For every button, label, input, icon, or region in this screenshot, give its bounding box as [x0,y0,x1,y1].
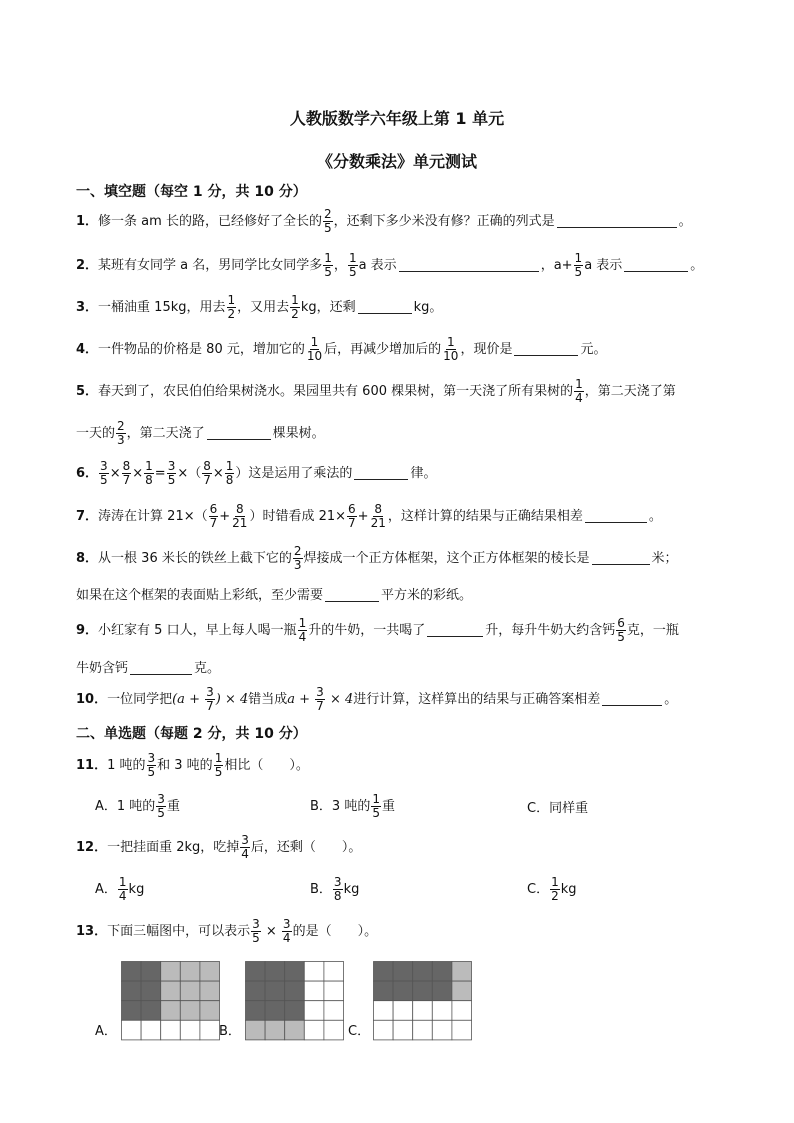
grid-cell [122,1001,142,1021]
grid-cell [161,981,181,1001]
grid-cell [141,981,161,1001]
question-12: 12．一把挂面重 2kg，吃掉 $\frac{3}{4}$ 后，还剩（ ）。 [76,833,362,861]
question-13: 13．下面三幅图中，可以表示 $\frac{3}{5}$ × $\frac{3}{4}$ 的是（ ）。 [76,917,378,945]
grid-cell [122,1020,142,1040]
grid-cell [452,1001,472,1021]
grid-cell [324,1020,344,1040]
section-fill-blank-heading: 一、填空题（每空 1 分，共 10 分） [76,184,307,200]
grid-cell [432,1020,452,1040]
grid-cell [246,1001,266,1021]
q11-option-b[interactable]: B．3 吨的 $\frac{1}{5}$ 重 [310,792,395,820]
question-5: 5．春天到了，农民伯伯给果树浇水。果园里共有 600 棵果树，第一天浇了所有果树的 $\frac{1}{4}$ ，第二天浇了第 [76,377,676,405]
grid-cell [200,962,220,982]
grid-cell [393,962,413,982]
grid-cell [304,1001,324,1021]
grid-cell [452,962,472,982]
grid-cell [393,981,413,1001]
grid-cell [285,981,305,1001]
grid-cell [180,962,200,982]
grid-cell [413,1020,433,1040]
question-11: 11．1 吨的 $\frac{3}{5}$ 和 3 吨的 $\frac{1}{5}$ 相比（ ）。 [76,751,309,779]
question-9-cont: 牛奶含钙 克。 [76,661,221,676]
grid-cell [413,1001,433,1021]
grid-cell [393,1001,413,1021]
grid-cell [246,1020,266,1040]
answer-blank[interactable] [557,213,677,228]
grid-cell [265,981,285,1001]
question-3: 3．一桶油重 15kg，用去 $\frac{1}{2}$ ，又用去 $\frac{1}{2}$ kg，还剩 kg。 [76,293,443,321]
grid-cell [141,1001,161,1021]
question-7: 7．涛涛在计算 21×（ $\frac{6}{7}$ + $\frac{8}{21}$ ）时错看成 21× $\frac{6}{7}$ + $\frac{8}{21}$ ，这样计算的结果与正确结果相差 。 [76,502,662,530]
question-9: 9．小红家有 5 口人，早上每人喝一瓶 $\frac{1}{4}$ 升的牛奶，一共喝了 升，每升牛奶大约含钙 $\frac{6}{5}$ 克，一瓶 [76,616,679,644]
page-subtitle: 《分数乘法》单元测试 [316,152,477,171]
fraction: $\frac{1}{5}$ [574,251,583,279]
grid-cell [374,1001,394,1021]
grid-cell [324,1001,344,1021]
grid-cell [200,981,220,1001]
grid-cell [432,962,452,982]
fraction: $\frac{2}{5}$ [323,207,332,235]
grid-cell [122,962,142,982]
answer-blank[interactable] [354,465,408,480]
grid-cell [413,981,433,1001]
grid-cell [285,1001,305,1021]
question-2: 2．某班有女同学 a 名，男同学比女同学多 $\frac{1}{5}$ ， $\frac{1}{5}$ a 表示 ，a+ $\frac{1}{5}$ a 表示 。 [76,251,704,279]
section-single-choice-heading: 二、单选题（每题 2 分，共 10 分） [76,726,307,742]
question-1: 1．修一条 am 长的路，已经修好了全长的 $\frac{2}{5}$ ，还剩下多少米没有修？正确的列式是 。 [76,207,692,235]
grid-cell [265,1020,285,1040]
q13-option-a-label[interactable]: A． [95,1024,117,1039]
grid-cell [285,1020,305,1040]
grid-cell [200,1020,220,1040]
grid-cell [304,981,324,1001]
answer-blank[interactable] [585,508,647,523]
answer-blank[interactable] [602,691,662,706]
q13-grid-c[interactable] [373,961,473,1041]
q13-option-b-label[interactable]: B． [219,1024,241,1039]
grid-cell [200,1001,220,1021]
answer-blank[interactable] [399,257,539,272]
grid-cell [246,962,266,982]
q13-grid-b[interactable] [245,961,345,1041]
q11-option-a[interactable]: A．1 吨的 $\frac{3}{5}$ 重 [95,792,180,820]
grid-cell [374,1020,394,1040]
fraction: $\frac{1}{10}$ [443,335,459,363]
q11-option-c[interactable]: C．同样重 [527,801,589,816]
q13-option-c-label[interactable]: C． [348,1024,371,1039]
answer-blank[interactable] [358,299,412,314]
fraction: $\frac{1}{10}$ [306,335,323,363]
grid-cell [122,981,142,1001]
question-6: 6． $\frac{3}{5}$ × $\frac{8}{7}$ × $\frac{1}{8}$ = $\frac{3}{5}$ ×（ $\frac{8}{7}$ × $\frac{1}{8}$ ）这是运用了乘法的 律。 [76,459,437,487]
grid-cell [413,962,433,982]
grid-cell [432,1001,452,1021]
grid-cell [432,981,452,1001]
grid-cell [180,1020,200,1040]
grid-cell [246,981,266,1001]
grid-cell [265,962,285,982]
grid-cell [452,981,472,1001]
grid-cell [180,1001,200,1021]
question-8: 8．从一根 36 米长的铁丝上截下它的 $\frac{2}{3}$ 焊接成一个正方体框架，这个正方体框架的棱长是 米； [76,544,678,572]
answer-blank[interactable] [624,257,688,272]
grid-cell [180,981,200,1001]
grid-cell [141,962,161,982]
question-5-cont: 一天的 $\frac{2}{3}$ ，第二天浇了 棵果树。 [76,419,325,447]
answer-blank[interactable] [325,587,379,602]
grid-cell [374,962,394,982]
q12-option-a[interactable]: A． $\frac{1}{4}$ kg [95,875,145,903]
fraction: $\frac{1}{5}$ [324,251,332,279]
answer-blank[interactable] [207,425,271,440]
fraction: $\frac{1}{2}$ [291,293,299,321]
grid-cell [161,1020,181,1040]
grid-cell [393,1020,413,1040]
answer-blank[interactable] [427,622,483,637]
fraction: $\frac{1}{5}$ [348,251,357,279]
grid-cell [141,1020,161,1040]
grid-cell [265,1001,285,1021]
q12-option-c[interactable]: C． $\frac{1}{2}$ kg [527,875,577,903]
answer-blank[interactable] [130,660,192,675]
question-10: 10．一位同学把(a + $\frac{3}{7}$ ) × 4错当成a + $\frac{3}{7}$ × 4进行计算，这样算出的结果与正确答案相差 。 [76,685,678,713]
grid-cell [324,981,344,1001]
fraction: $\frac{2}{3}$ [117,419,125,447]
grid-cell [452,1020,472,1040]
grid-cell [324,962,344,982]
grid-cell [374,981,394,1001]
page-title: 人教版数学六年级上第 1 单元 [289,109,505,128]
answer-blank[interactable] [514,341,578,356]
grid-cell [285,962,305,982]
fraction: $\frac{1}{4}$ [575,377,583,405]
grid-cell [161,1001,181,1021]
grid-cell [304,962,324,982]
grid-cell [304,1020,324,1040]
fraction: $\frac{1}{2}$ [227,293,236,321]
grid-cell [161,962,181,982]
q12-option-b[interactable]: B． $\frac{3}{8}$ kg [310,875,360,903]
q13-grid-a[interactable] [121,961,221,1041]
question-8-cont: 如果在这个框架的表面贴上彩纸，至少需要 平方米的彩纸。 [76,588,473,603]
answer-blank[interactable] [592,550,650,565]
question-4: 4．一件物品的价格是 80 元，增加它的 $\frac{1}{10}$ 后，再减少增加后的 $\frac{1}{10}$ ，现价是 元。 [76,335,607,363]
